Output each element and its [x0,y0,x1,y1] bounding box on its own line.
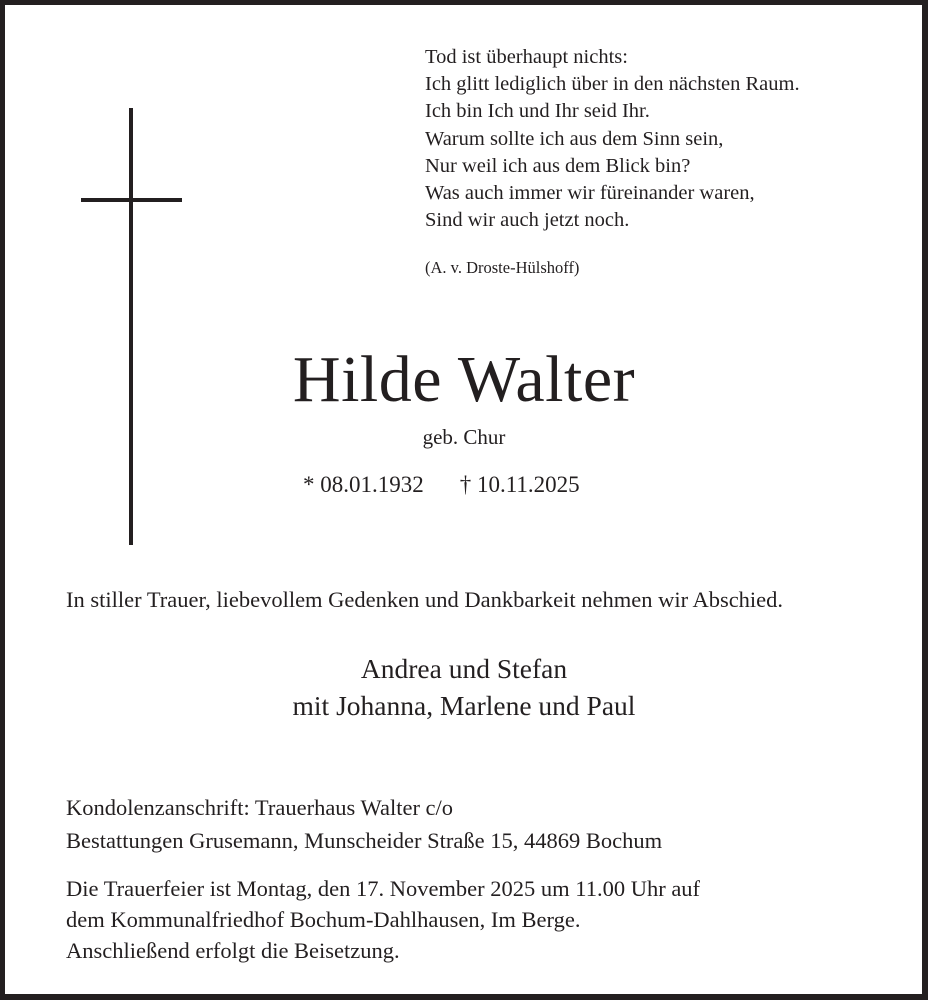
poem-line: Nur weil ich aus dem Blick bin? [425,154,691,177]
poem [425,44,800,234]
service-line: Die Trauerfeier ist Montag, den 17. November 2025 um 11.00 Uhr auf [66,876,701,901]
service-line: Anschließend erfolgt die Beisetzung. [66,938,400,963]
mourners [0,650,928,724]
address-line: Kondolenzanschrift: Trauerhaus Walter c/o [66,795,454,820]
poem-line: Warum sollte ich aus dem Sinn sein, [425,127,724,150]
death-date: † 10.11.2025 [459,472,580,497]
service-line: dem Kommunalfriedhof Bochum-Dahlhausen, Im Berge. [66,907,581,932]
poem-line: Was auch immer wir füreinander waren, [425,182,755,205]
poem-line: Sind wir auch jetzt noch. [425,209,630,232]
maiden-name: geb. Chur [422,425,506,449]
farewell-text: In stiller Trauer, liebevollem Gedenken und Dankbarkeit nehmen wir Abschied. [66,587,784,612]
poem-line: Ich bin Ich und Ihr seid Ihr. [425,100,650,123]
cross-vertical-bar [129,108,133,545]
cross-horizontal-bar [81,198,182,202]
condolence-address [66,791,662,857]
deceased-name: Hilde Walter [292,343,636,416]
maiden-name-block [0,423,928,451]
poem-line: Ich glitt lediglich über in den nächsten Raum. [425,73,800,96]
address-line: Bestattungen Grusemann, Munscheider Straße 15, 44869 Bochum [66,828,663,853]
funeral-service-info [66,873,700,966]
mourners-line: mit Johanna, Marlene und Paul [292,690,636,721]
mourners-line: Andrea und Stefan [360,653,568,684]
deceased-name-block [0,340,928,420]
poem-line: Tod ist überhaupt nichts: [425,46,628,68]
birth-date: * 08.01.1932 [303,472,424,497]
poem-author: (A. v. Droste-Hülshoff) [425,258,580,277]
life-dates [303,470,580,500]
